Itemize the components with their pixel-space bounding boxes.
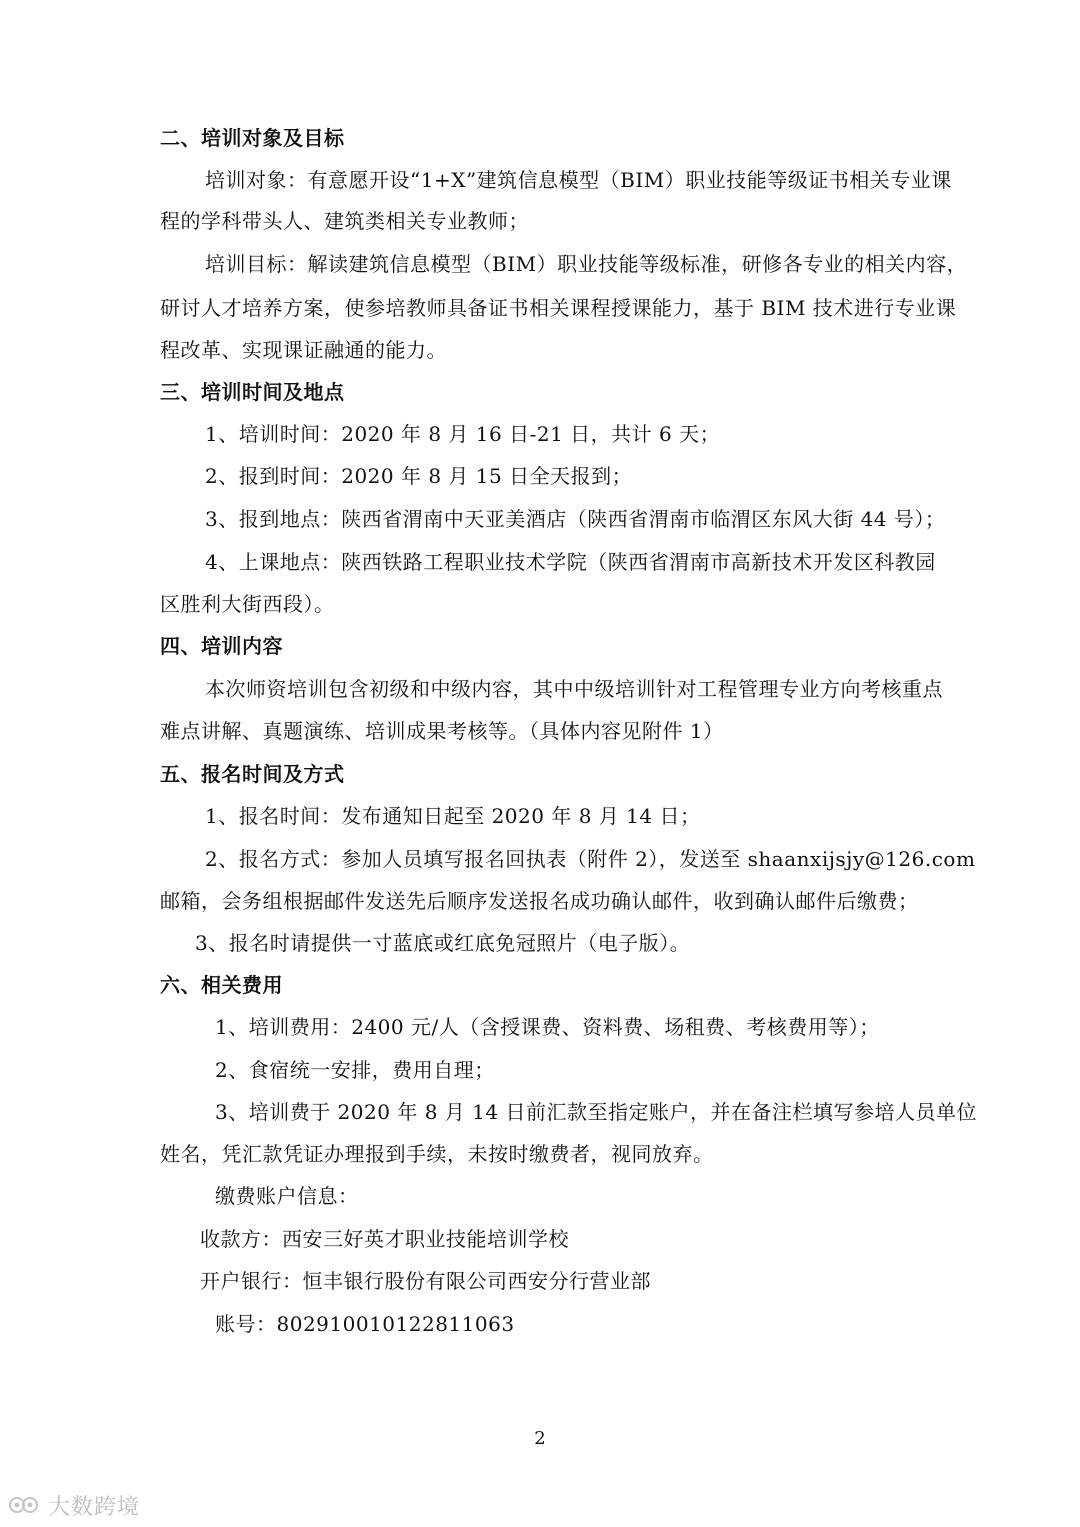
list-item: 2、报到时间：2020 年 8 月 15 日全天报到； — [205, 464, 633, 488]
list-item: 区胜利大街西段）。 — [160, 592, 335, 616]
list-item: 4、上课地点：陕西铁路工程职业技术学院（陕西省渭南市高新技术开发区科教园 — [205, 550, 936, 574]
list-item: 姓名，凭汇款凭证办理报到手续，未按时缴费者，视同放弃。 — [160, 1142, 714, 1166]
list-item: 1、培训费用：2400 元/人（含授课费、资料费、场租费、考核费用等）； — [215, 1015, 880, 1039]
page-number: 2 — [534, 1428, 546, 1449]
paragraph-line: 研讨人才培养方案，使参培教师具备证书相关课程授课能力，基于 BIM 技术进行专业课 — [160, 296, 957, 320]
payee: 收款方：西安三好英才职业技能培训学校 — [200, 1227, 569, 1251]
watermark — [8, 1490, 140, 1520]
watermark-text: 大数跨境 — [48, 1494, 141, 1520]
paragraph-line: 培训对象：有意愿开设“1+X”建筑信息模型（BIM）职业技能等级证书相关专业课 — [205, 168, 952, 192]
account-number: 账号：802910010122811063 — [215, 1312, 515, 1336]
watermark-logo-icon — [8, 1494, 42, 1516]
section-heading-4: 四、培训内容 — [160, 634, 283, 658]
list-item: 2、报名方式：参加人员填写报名回执表（附件 2），发送至 shaanxijsjy@126.com — [205, 847, 976, 871]
section-heading-6: 六、相关费用 — [160, 973, 283, 997]
paragraph-line: 程改革、实现课证融通的能力。 — [160, 338, 447, 362]
section-heading-3: 三、培训时间及地点 — [160, 380, 345, 404]
paragraph-line: 难点讲解、真题演练、培训成果考核等。（具体内容见附件 1） — [160, 719, 724, 743]
list-item: 3、报到地点：陕西省渭南中天亚美酒店（陕西省渭南市临渭区东风大街 44 号）； — [205, 507, 946, 531]
section-heading-2: 二、培训对象及目标 — [160, 126, 345, 150]
account-title: 缴费账户信息： — [215, 1184, 359, 1208]
list-item: 2、食宿统一安排，费用自理； — [215, 1058, 495, 1082]
bank: 开户银行：恒丰银行股份有限公司西安分行营业部 — [200, 1269, 651, 1293]
list-item: 1、培训时间：2020 年 8 月 16 日-21 日，共计 6 天； — [205, 422, 721, 446]
list-item: 3、报名时请提供一寸蓝底或红底免冠照片（电子版）。 — [195, 931, 691, 955]
paragraph-line: 程的学科带头人、建筑类相关专业教师； — [160, 209, 529, 233]
list-item: 邮箱，会务组根据邮件发送先后顺序发送报名成功确认邮件，收到确认邮件后缴费； — [160, 889, 919, 913]
list-item: 3、培训费于 2020 年 8 月 14 日前汇款至指定账户，并在备注栏填写参培人员单位 — [215, 1100, 977, 1124]
paragraph-line: 本次师资培训包含初级和中级内容，其中中级培训针对工程管理专业方向考核重点 — [205, 677, 943, 701]
list-item: 1、报名时间：发布通知日起至 2020 年 8 月 14 日； — [205, 804, 701, 828]
paragraph-line: 培训目标：解读建筑信息模型（BIM）职业技能等级标准，研修各专业的相关内容， — [205, 252, 968, 276]
section-heading-5: 五、报名时间及方式 — [160, 762, 345, 786]
